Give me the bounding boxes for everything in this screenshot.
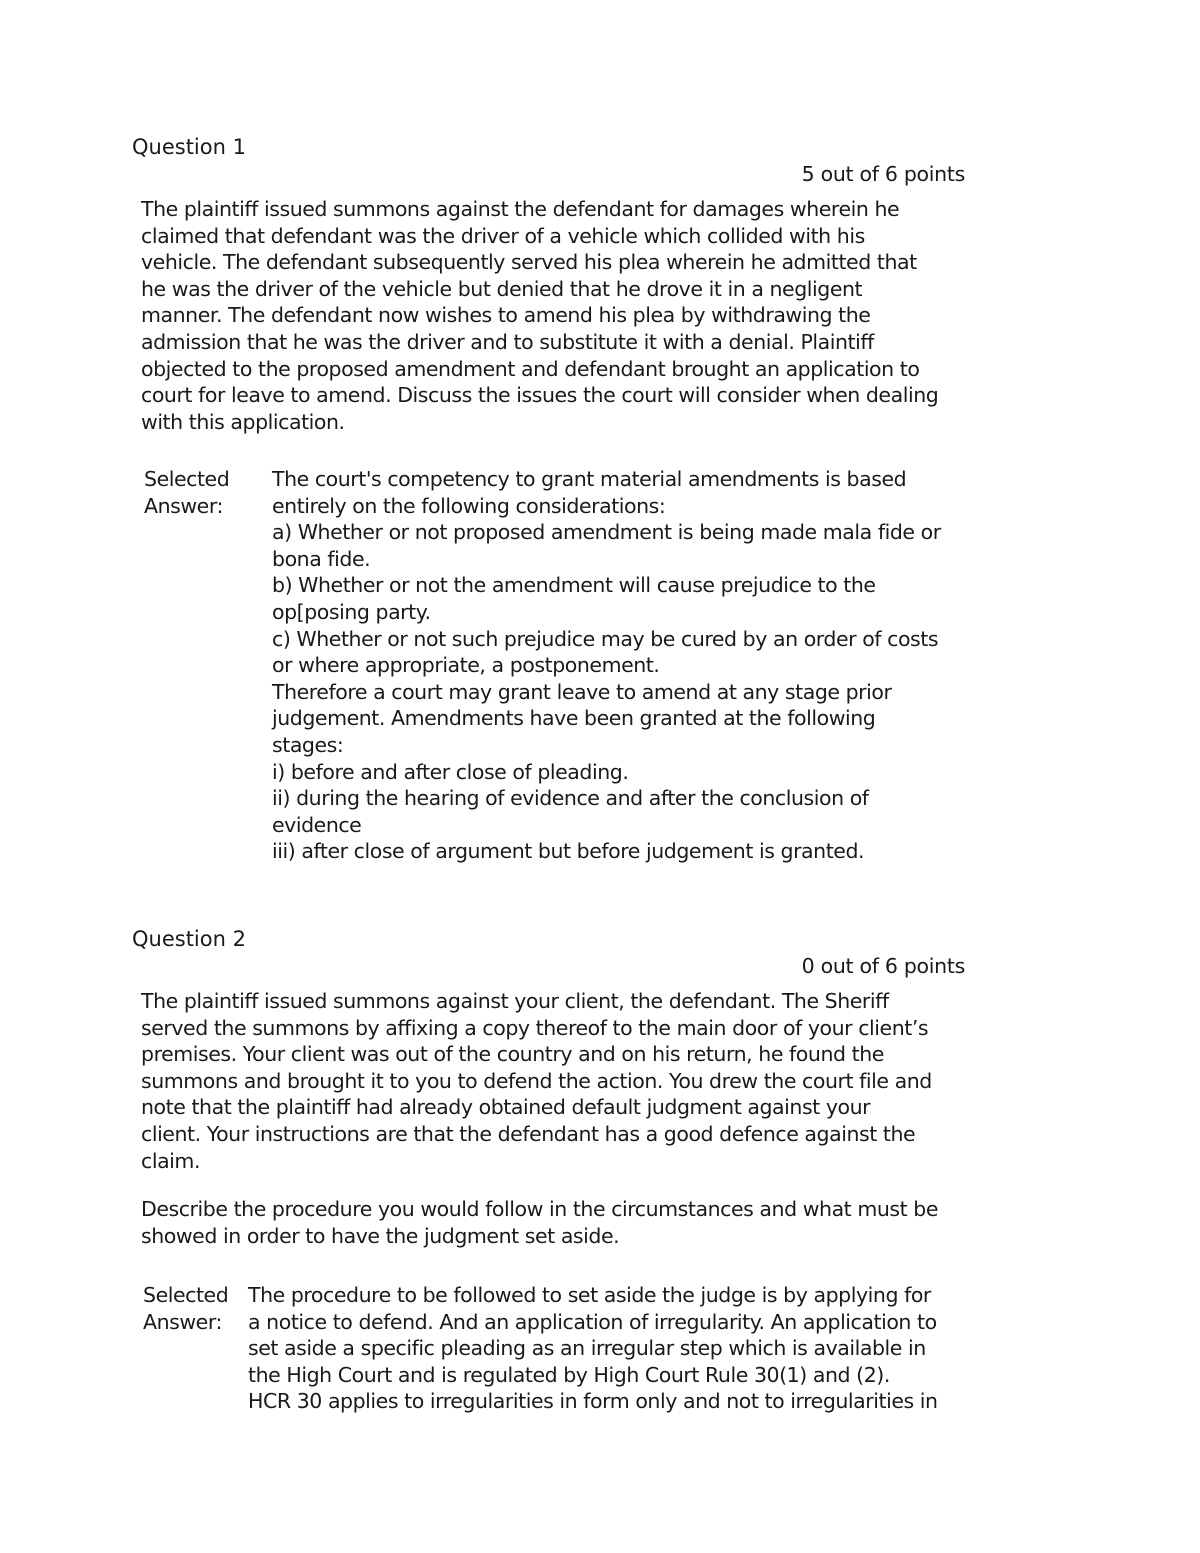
- question-1-answer-label: Selected Answer:: [144, 467, 230, 518]
- question-1-selected-answer: The court's competency to grant material amendments is based entirely on the following considerations: a) Whether or not proposed amendment is being made mala fide or bona fide. b) Whether or not the amendment will cause prejudice to the op[posing party. c) Whether or not such prejudice may be cured by an order of costs or where appropriate, a postponement. Therefore a court may grant leave to amend at any stage prior judgement. Amendments have been granted at the following stages: i) before and after close of pleading. ii) during the hearing of evidence and after the conclusion of evidence iii) after close of argument but before judgement is granted.: [272, 467, 941, 864]
- question-2-prompt: [141, 988, 981, 1249]
- question-1-prompt: [141, 196, 981, 435]
- question-2-heading: Question 2: [132, 927, 246, 951]
- question-2-prompt-paragraph: The plaintiff issued summons against your client, the defendant. The Sheriff served the summons by affixing a copy thereof to the main door of your client’s premises. Your client was out of the country and on his return, he found the summons and brought it to you to defend the action. You drew the court file and note that the plaintiff had already obtained default judgment against your client. Your instructions are that the defendant has a good defence against the claim.: [141, 989, 932, 1173]
- question-2-answer-label: Selected Answer:: [143, 1283, 229, 1334]
- question-1-points: 5 out of 6 points: [801, 162, 965, 186]
- question-2-selected-answer: The procedure to be followed to set aside the judge is by applying for a notice to defend. And an application of irregularity. An application to set aside a specific pleading as an irregular step which is available in the High Court and is regulated by High Court Rule 30(1) and (2). HCR 30 applies to irregularities in form only and not to irregularities in: [248, 1283, 938, 1414]
- question-2-prompt-paragraph: Describe the procedure you would follow in the circumstances and what must be showed in order to have the judgment set aside.: [141, 1197, 939, 1248]
- question-1-prompt-paragraph: The plaintiff issued summons against the defendant for damages wherein he claimed that defendant was the driver of a vehicle which collided with his vehicle. The defendant subsequently served his plea wherein he admitted that he was the driver of the vehicle but denied that he drove it in a negligent manner. The defendant now wishes to amend his plea by withdrawing the admission that he was the driver and to substitute it with a denial. Plaintiff objected to the proposed amendment and defendant brought an application to court for leave to amend. Discuss the issues the court will consider when dealing with this application.: [141, 197, 939, 434]
- question-2-points: 0 out of 6 points: [801, 954, 965, 978]
- question-1-heading: Question 1: [132, 135, 246, 159]
